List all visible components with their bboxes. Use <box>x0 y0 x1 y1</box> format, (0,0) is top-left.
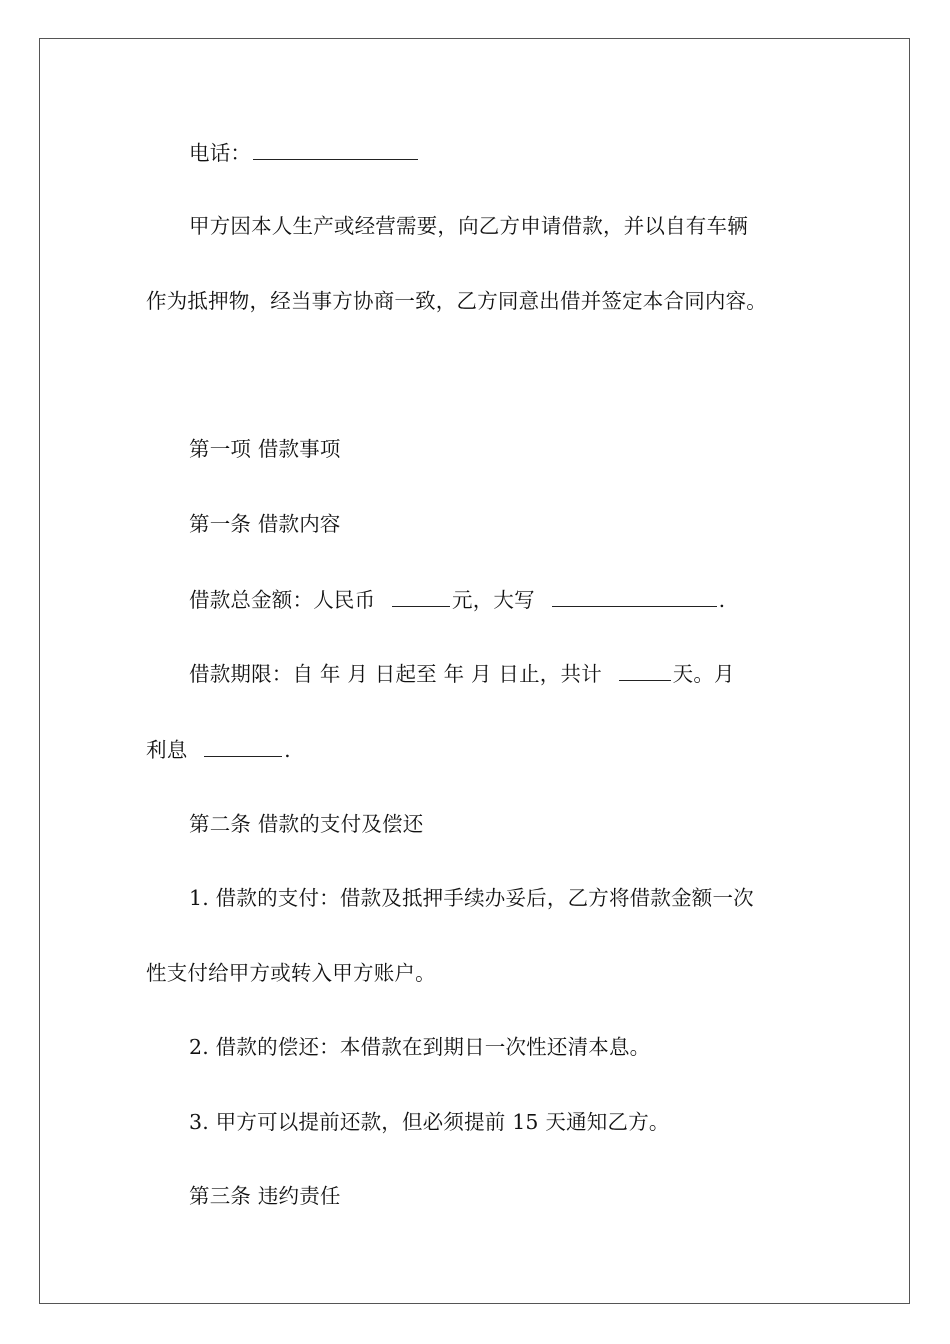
loan-total-capital-blank <box>552 586 717 607</box>
loan-total-amount-blank <box>392 586 450 607</box>
loan-term-days: 天。月 <box>672 662 735 686</box>
loan-term-days-blank <box>619 660 671 681</box>
interest-line <box>146 736 291 764</box>
phone-label: 电话： <box>189 141 252 165</box>
interest-blank <box>204 736 282 757</box>
intro-paragraph-line-2: 作为抵押物，经当事方协商一致，乙方同意出借并签定本合同内容。 <box>146 289 767 313</box>
article-2-title: 第二条 借款的支付及偿还 <box>189 812 424 836</box>
loan-total-yuan: 元，大写 <box>452 588 535 612</box>
phone-blank <box>253 139 418 160</box>
loan-term-text: 借款期限：自 年 月 日起至 年 月 日止，共计 <box>189 662 602 686</box>
interest-label: 利息 <box>146 738 188 762</box>
loan-total-label: 借款总金额：人民币 <box>189 588 376 612</box>
item-3: 3. 甲方可以提前还款，但必须提前 15 天通知乙方。 <box>189 1110 670 1134</box>
phone-line <box>189 139 420 167</box>
loan-term-line <box>189 660 735 688</box>
section-1-title: 第一项 借款事项 <box>189 437 341 461</box>
loan-total-end: . <box>718 588 726 612</box>
interest-end: . <box>284 738 291 762</box>
item-1-line-2: 性支付给甲方或转入甲方账户。 <box>146 961 436 985</box>
loan-total-line <box>189 586 725 614</box>
item-1-line-1: 1. 借款的支付：借款及抵押手续办妥后，乙方将借款金额一次 <box>189 886 754 910</box>
article-1-title: 第一条 借款内容 <box>189 512 341 536</box>
intro-paragraph-line-1: 甲方因本人生产或经营需要，向乙方申请借款，并以自有车辆 <box>189 214 748 238</box>
item-2: 2. 借款的偿还：本借款在到期日一次性还清本息。 <box>189 1035 651 1059</box>
article-3-title: 第三条 违约责任 <box>189 1184 341 1208</box>
